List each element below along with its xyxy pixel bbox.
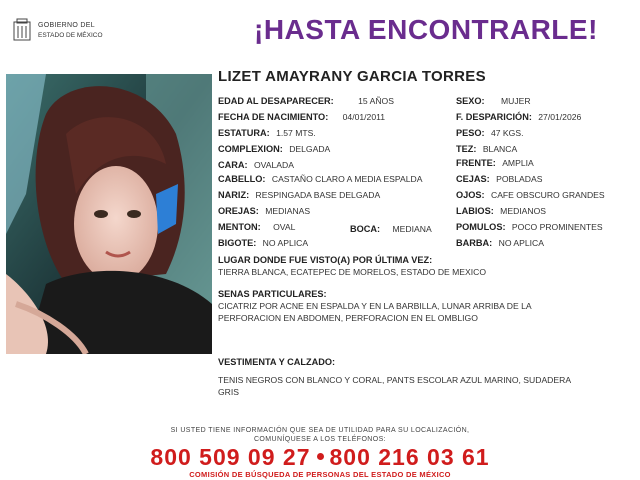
field-sexo	[456, 96, 531, 107]
field-value: MEDIANAS	[265, 206, 311, 216]
marks-line-2: PERFORACION EN ABDOMEN, PERFORACION EN EL OMBLIGO	[218, 313, 478, 323]
field-label: FECHA DE NACIMIENTO:	[218, 112, 329, 122]
field-label: MENTON:	[218, 222, 261, 232]
field-label: POMULOS:	[456, 222, 506, 232]
field-label: LABIOS:	[456, 206, 494, 216]
field-label: ESTATURA:	[218, 128, 270, 138]
headline: ¡HASTA ENCONTRARLE!	[254, 14, 598, 45]
field-value: POBLADAS	[496, 174, 543, 184]
field-label: CARA:	[218, 160, 248, 170]
field-value: 27/01/2026	[538, 112, 582, 122]
field-value: MEDIANA	[392, 224, 432, 234]
field-value: CAFE OBSCURO GRANDES	[490, 190, 605, 200]
field-value: POCO PROMINENTES	[511, 222, 603, 232]
seal-icon	[12, 18, 32, 42]
field-nariz	[218, 190, 380, 201]
field-f-desaparicion	[456, 112, 581, 123]
photo-image	[6, 74, 212, 354]
field-value: CASTAÑO CLARO A MEDIA ESPALDA	[271, 174, 423, 184]
field-label: EDAD AL DESAPARECER:	[218, 96, 334, 106]
phone-number-1[interactable]: 800 509 09 27	[150, 444, 311, 470]
field-label: COMPLEXION:	[218, 144, 283, 154]
field-cejas	[456, 174, 542, 185]
field-tez	[456, 144, 517, 155]
field-label: SEXO:	[456, 96, 485, 106]
field-value: 47 KGS.	[490, 128, 524, 138]
field-label: OREJAS:	[218, 206, 259, 216]
field-label: NARIZ:	[218, 190, 250, 200]
field-value: NO APLICA	[262, 238, 309, 248]
marks-title: SENAS PARTICULARES:	[218, 289, 327, 299]
field-edad	[218, 96, 394, 107]
person-name: LIZET AMAYRANY GARCIA TORRES	[218, 68, 486, 85]
missing-person-photo	[6, 74, 212, 354]
commission-name: COMISIÓN DE BÚSQUEDA DE PERSONAS DEL ESTADO DE MÉXICO	[189, 470, 451, 479]
field-label: FRENTE:	[456, 158, 496, 168]
phone-number-2[interactable]: 800 216 03 61	[329, 444, 490, 470]
field-label: BOCA:	[350, 224, 381, 234]
field-frente	[456, 158, 534, 169]
field-pomulos	[456, 222, 603, 233]
field-bigote	[218, 238, 308, 249]
field-cabello	[218, 174, 422, 185]
field-cara	[218, 160, 294, 171]
logo-line-2: ESTADO DE MÉXICO	[38, 32, 103, 39]
separator-dot-icon	[317, 453, 324, 460]
field-value: OVALADA	[254, 160, 294, 170]
field-label: BIGOTE:	[218, 238, 257, 248]
logo-line-1: GOBIERNO DEL	[38, 22, 95, 29]
field-value: MEDIANOS	[500, 206, 547, 216]
clothing-line-1: TENIS NEGROS CON BLANCO Y CORAL, PANTS ESCOLAR AZUL MARINO, SUDADERA	[218, 375, 572, 385]
phone-numbers	[0, 444, 640, 471]
field-value: DELGADA	[289, 144, 331, 154]
field-value: 1.57 MTS.	[276, 128, 316, 138]
contact-info	[0, 427, 640, 444]
field-value: AMPLIA	[502, 158, 534, 168]
field-value: OVAL	[273, 222, 296, 232]
field-complexion	[218, 144, 330, 155]
field-barba	[456, 238, 544, 249]
field-label: BARBA:	[456, 238, 493, 248]
last-seen-text: TIERRA BLANCA, ECATEPEC DE MORELOS, ESTADO DE MEXICO	[218, 267, 487, 277]
field-label: CEJAS:	[456, 174, 490, 184]
field-value: BLANCA	[482, 144, 518, 154]
field-value: 04/01/2011	[342, 112, 386, 122]
marks-line-1: CICATRIZ POR ACNE EN ESPALDA Y EN LA BARBILLA, LUNAR ARRIBA DE LA	[218, 301, 532, 311]
field-label: CABELLO:	[218, 174, 266, 184]
field-peso	[456, 128, 523, 139]
field-label: F. DESPARICIÓN:	[456, 112, 532, 122]
field-ojos	[456, 190, 605, 201]
clothing-line-2: GRIS	[218, 387, 240, 397]
field-value: 15 AÑOS	[358, 96, 394, 106]
field-boca	[350, 224, 432, 235]
contact-info-line-2: COMUNÍQUESE A LOS TELÉFONOS:	[253, 435, 387, 443]
government-logo	[8, 18, 120, 46]
field-value: RESPINGADA BASE DELGADA	[255, 190, 381, 200]
contact-info-line-1: SI USTED TIENE INFORMACIÓN QUE SEA DE UTILIDAD PARA SU LOCALIZACIÓN,	[170, 427, 470, 434]
field-label: TEZ:	[456, 144, 477, 154]
field-label: PESO:	[456, 128, 485, 138]
field-fecha-nacimiento	[218, 112, 385, 123]
field-value: MUJER	[500, 96, 531, 106]
field-orejas	[218, 206, 310, 217]
field-label: OJOS:	[456, 190, 485, 200]
field-value: NO APLICA	[498, 238, 544, 248]
field-labios	[456, 206, 546, 217]
field-menton	[218, 222, 295, 233]
field-estatura	[218, 128, 316, 139]
last-seen-title: LUGAR DONDE FUE VISTO(A) POR ÚLTIMA VEZ:	[218, 255, 433, 265]
clothing-title: VESTIMENTA Y CALZADO:	[218, 357, 336, 367]
